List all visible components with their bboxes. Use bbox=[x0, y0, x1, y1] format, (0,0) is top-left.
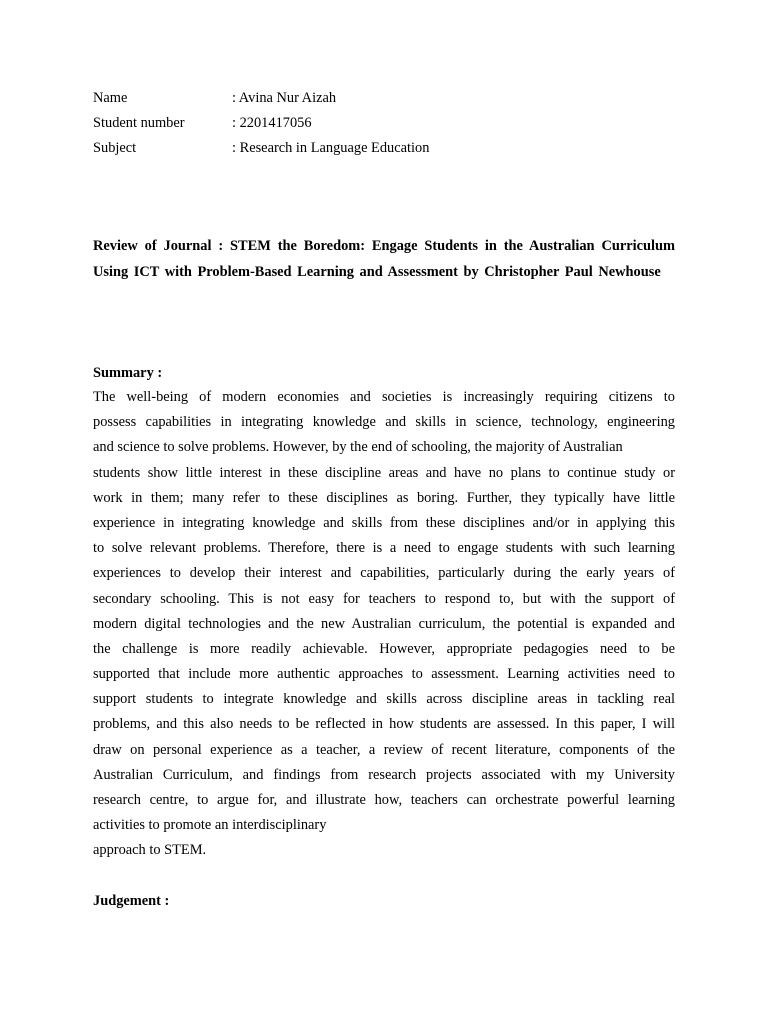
summary-line: work in them; many refer to these disciplines as boring. Further, they typically have little bbox=[93, 489, 675, 506]
summary-line: support students to integrate knowledge and skills across discipline areas in tackling real bbox=[93, 691, 675, 708]
summary-line: experiences to develop their interest and capabilities, particularly during the early years of bbox=[93, 565, 675, 582]
info-value: : Avina Nur Aizah bbox=[232, 90, 337, 106]
summary-line: possess capabilities in integrating knowledge and skills in science, technology, engineering bbox=[93, 414, 675, 431]
summary-line: research centre, to argue for, and illustrate how, teachers can orchestrate powerful learning bbox=[93, 792, 675, 808]
info-row-subject bbox=[93, 136, 429, 161]
judgement-heading: Judgement : bbox=[93, 893, 170, 909]
summary-line: approach to STEM. bbox=[93, 842, 207, 859]
info-value: : Research in Language Education bbox=[232, 140, 430, 156]
summary-line: experience in integrating knowledge and skills from these disciplines and/or in applying this bbox=[93, 514, 675, 531]
summary-line: supported that include more authentic approaches to assessment. Learning activities need to bbox=[93, 666, 675, 683]
summary-line: draw on personal experience as a teacher, a review of recent literature, components of the bbox=[93, 741, 675, 758]
summary-heading: Summary : bbox=[93, 365, 163, 381]
student-info bbox=[93, 86, 429, 161]
summary-line: the challenge is more readily achievable. However, appropriate pedagogies need to be bbox=[93, 640, 675, 657]
summary-line: Australian Curriculum, and findings from research projects associated with my University bbox=[93, 766, 675, 783]
summary-line: The well-being of modern economies and societies is increasingly requiring citizens to bbox=[93, 389, 675, 405]
review-title: Review of Journal : STEM the Boredom: Engage Students in the Australian Curriculum Using ICT with Problem-Based Learning and Assessment by Christopher Paul Newhouse bbox=[93, 238, 675, 280]
info-label: Name bbox=[93, 90, 128, 106]
summary-line: to solve relevant problems. Therefore, there is a need to engage students with such learning bbox=[93, 540, 675, 557]
info-row-name bbox=[93, 86, 429, 111]
summary-line: activities to promote an interdisciplinary bbox=[93, 817, 327, 834]
summary-line: modern digital technologies and the new Australian curriculum, the potential is expanded and bbox=[93, 615, 675, 632]
info-label: Subject bbox=[93, 140, 137, 156]
summary-line: students show little interest in these discipline areas and have no plans to continue study or bbox=[93, 464, 675, 481]
summary-line: secondary schooling. This is not easy for teachers to respond to, but with the support of bbox=[93, 590, 675, 607]
summary-line: and science to solve problems. However, by the end of schooling, the majority of Australian bbox=[93, 439, 623, 456]
info-row-student-number bbox=[93, 111, 429, 136]
summary-body bbox=[93, 385, 675, 864]
summary-line: problems, and this also needs to be reflected in how students are assessed. In this paper, I will bbox=[93, 716, 675, 733]
info-label: Student number bbox=[93, 115, 185, 131]
info-value: : 2201417056 bbox=[232, 115, 312, 131]
